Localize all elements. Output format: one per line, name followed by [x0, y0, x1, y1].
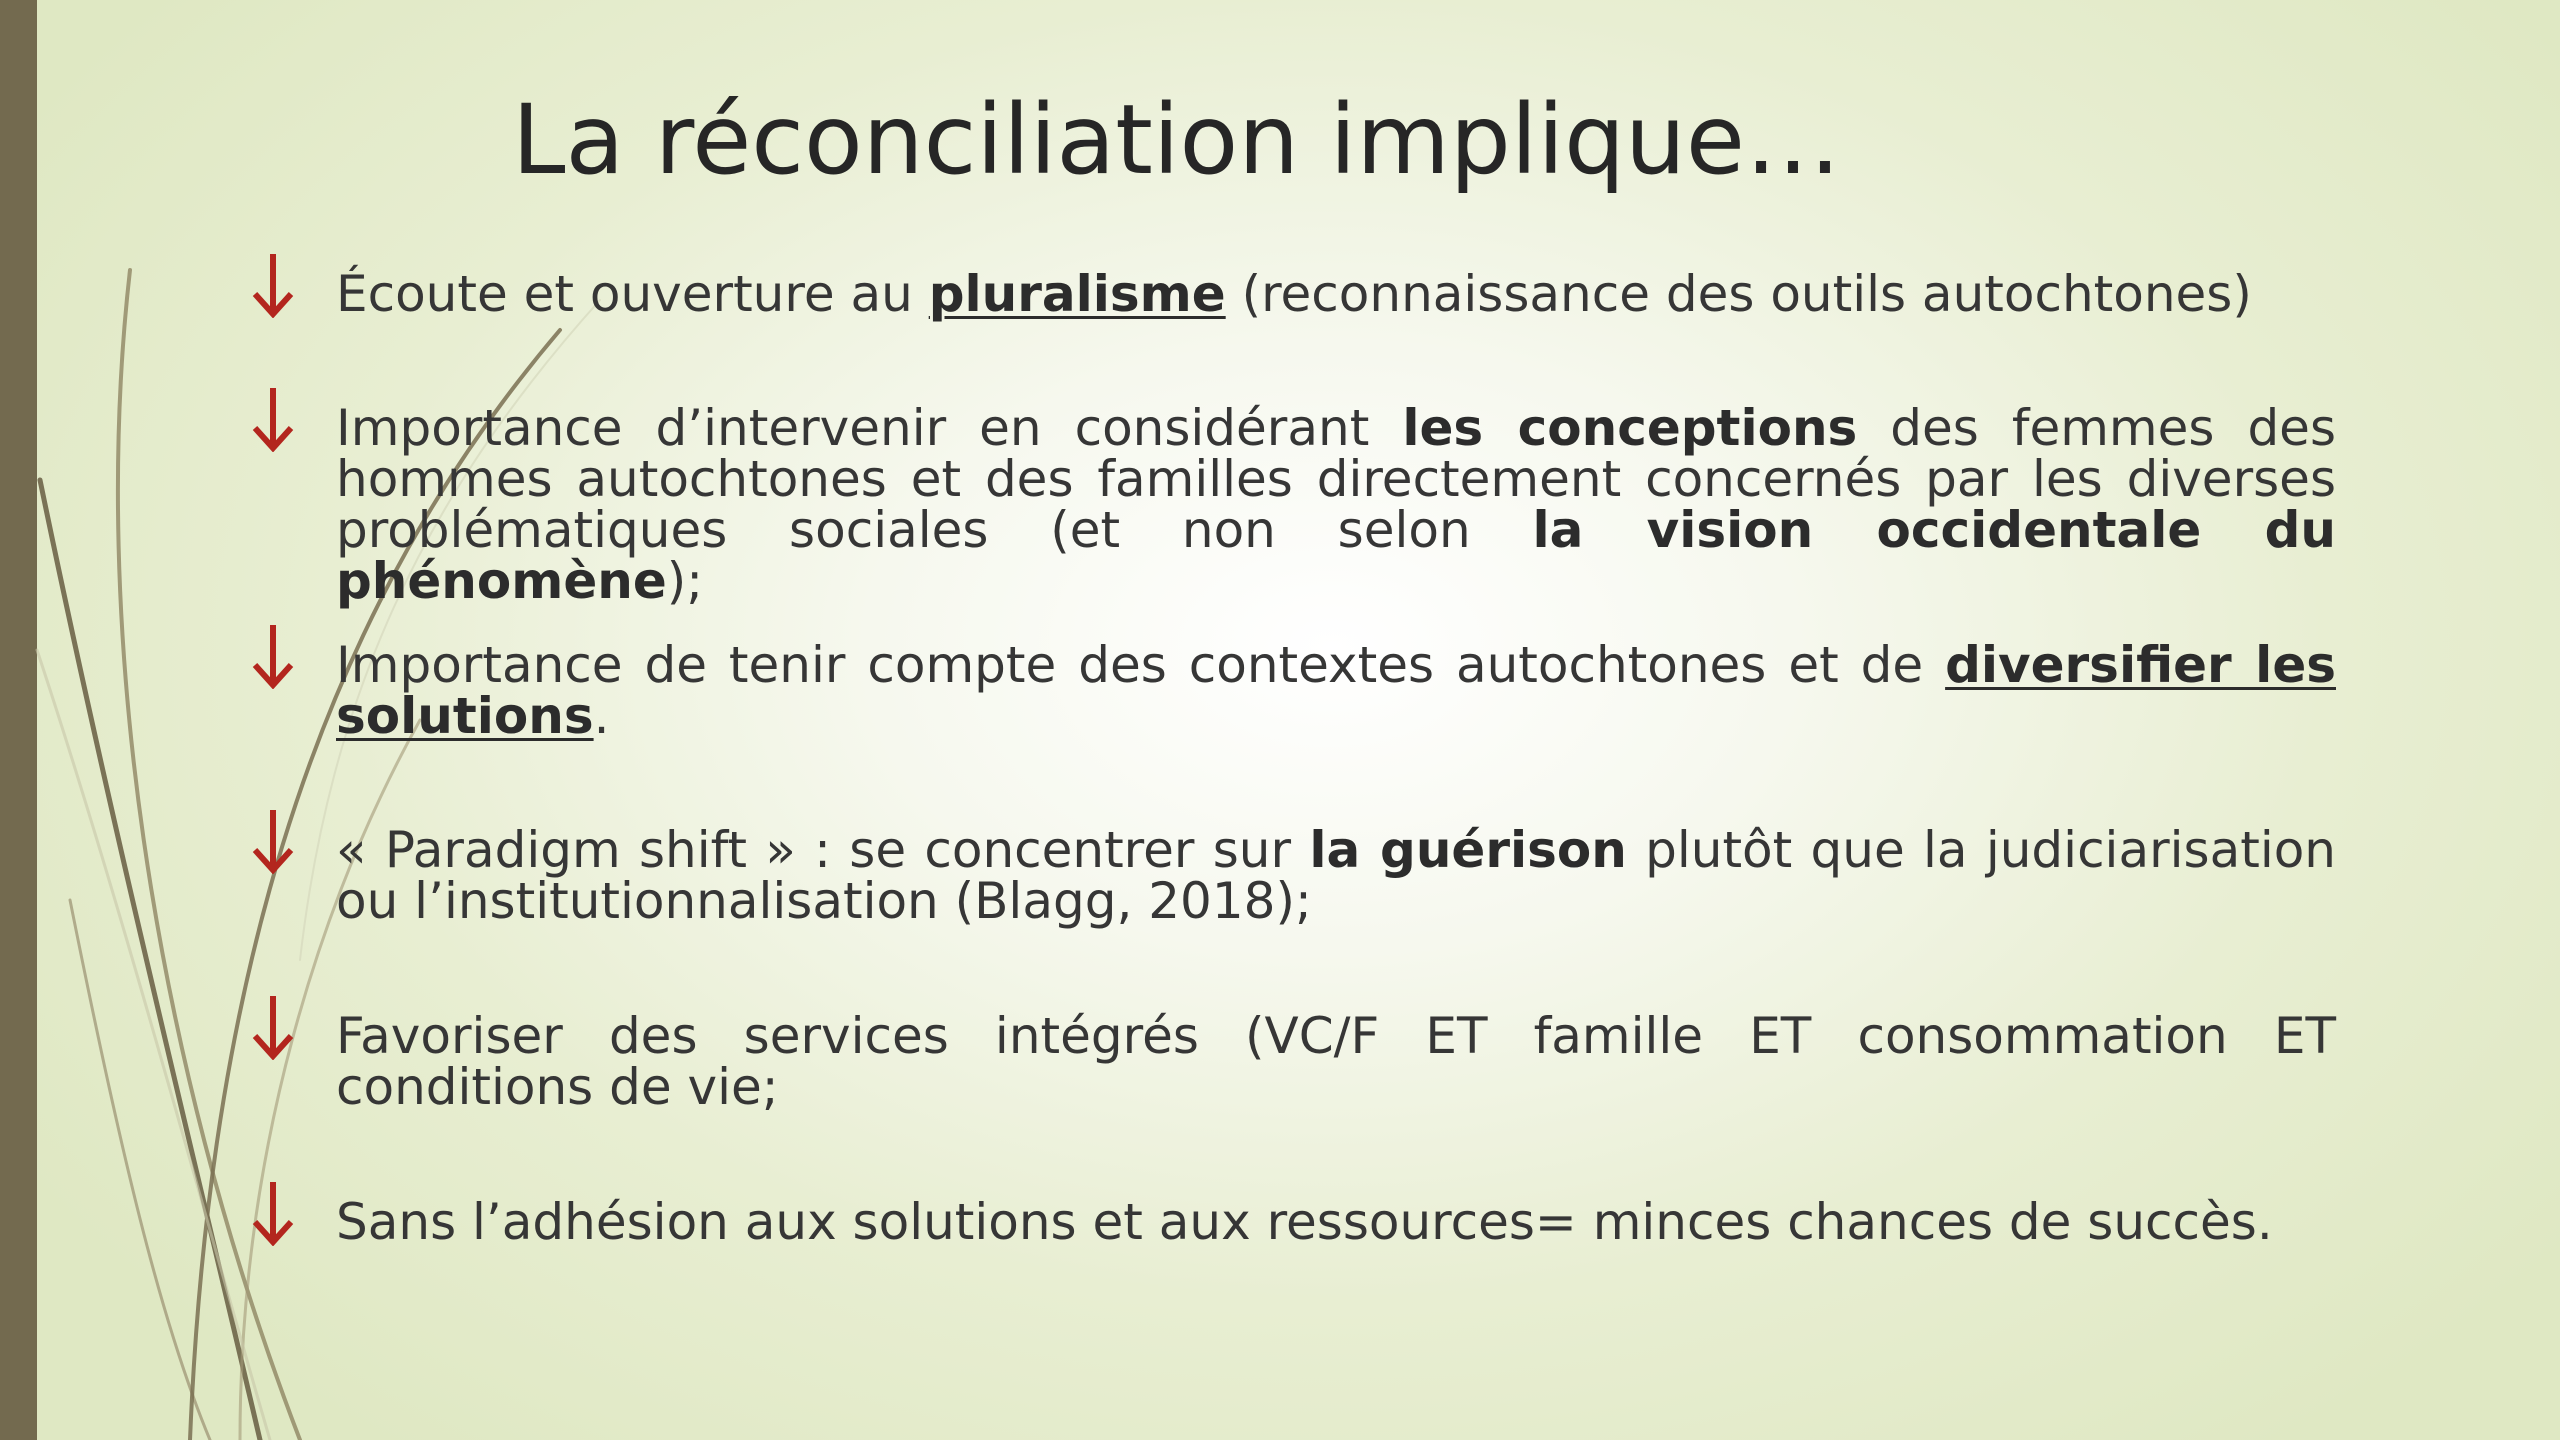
emphasis: les conceptions [1402, 399, 1858, 457]
arrow-down-icon [252, 808, 294, 874]
slide-title: La réconciliation implique… [512, 84, 1841, 196]
arrow-down-icon [252, 994, 294, 1060]
arrow-down-icon [252, 386, 294, 452]
bullet-text: Favoriser des services intégrés (VC/F ET famille ET consommation ET conditions de vie; [336, 1007, 2336, 1116]
emphasis: pluralisme [928, 265, 1226, 323]
emphasis: diversifier les solutions [336, 636, 2336, 745]
bullet-text: « Paradigm shift » : se concentrer sur la guérison plutôt que la judiciarisation ou l’institutionnalisation (Blagg, 2018); [336, 821, 2337, 930]
arrow-down-icon [252, 252, 294, 318]
arrow-down-icon [252, 1180, 294, 1246]
bullet-text: Importance de tenir compte des contextes autochtones et de diversifier les solutions. [336, 636, 2336, 745]
arrow-down-icon [252, 623, 294, 689]
bullet-text: Importance d’intervenir en considérant les conceptions des femmes des hommes autochtones et des familles directement concernés par les diverses problématiques sociales (et non selon la vision occidentale du phénomène); [336, 399, 2336, 610]
emphasis: la guérison [1309, 821, 1627, 879]
bullet-text: Sans l’adhésion aux solutions et aux ressources= minces chances de succès. [336, 1193, 2273, 1251]
emphasis: la vision occidentale du phénomène [336, 501, 2336, 610]
bullet-text: Écoute et ouverture au pluralisme (reconnaissance des outils autochtones) [336, 265, 2252, 323]
